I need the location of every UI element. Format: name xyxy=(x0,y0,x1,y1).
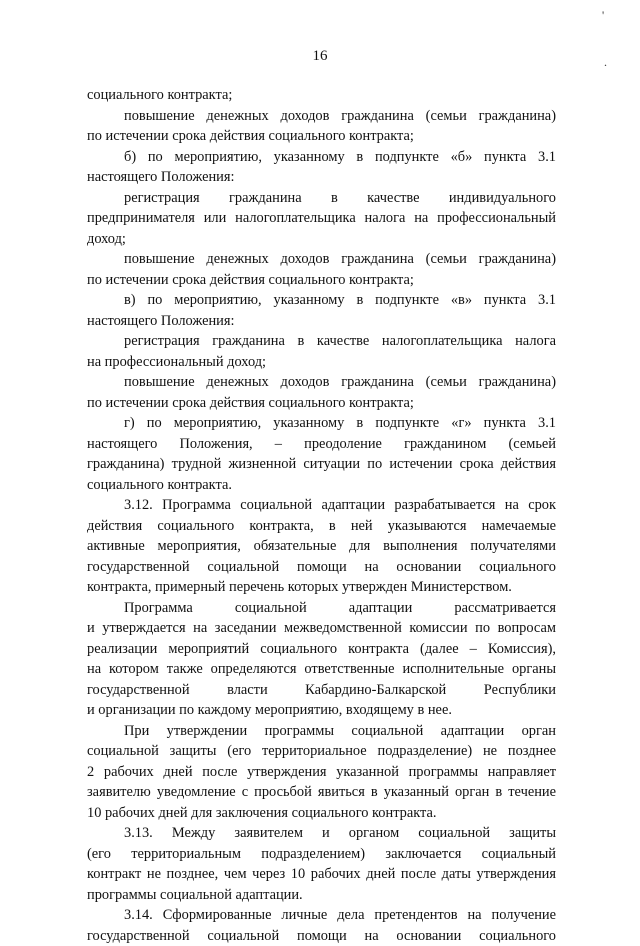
text-line: и организации по каждому мероприятию, входящему в нее. xyxy=(87,700,556,721)
text-line: гражданина) трудной жизненной ситуации по истечении срока действия xyxy=(87,454,556,475)
text-line: на котором также определяются ответственные исполнительные органы xyxy=(87,659,556,680)
text-line: 3.13. Между заявителем и органом социальной защиты xyxy=(87,823,556,844)
text-line: и утверждается на заседании межведомственной комиссии по вопросам xyxy=(87,618,556,639)
text-line: 3.12. Программа социальной адаптации разрабатывается на срок xyxy=(87,495,556,516)
document-body xyxy=(87,85,556,946)
text-line: повышение денежных доходов гражданина (семьи гражданина) xyxy=(87,372,556,393)
text-line: государственной власти Кабардино-Балкарской Республики xyxy=(87,680,556,701)
text-line: настоящего Положения, – преодоление гражданином (семьей xyxy=(87,434,556,455)
text-line: контракт не позднее, чем через 10 рабочих дней после даты утверждения xyxy=(87,864,556,885)
text-line: активные мероприятия, обязательные для выполнения получателями xyxy=(87,536,556,557)
text-line: на профессиональный доход; xyxy=(87,352,556,373)
text-line: реализации мероприятий социального контракта (далее – Комиссия), xyxy=(87,639,556,660)
text-line: г) по мероприятию, указанному в подпункте «г» пункта 3.1 xyxy=(87,413,556,434)
text-line: 2 рабочих дней после утверждения указанной программы направляет xyxy=(87,762,556,783)
text-line: повышение денежных доходов гражданина (семьи гражданина) xyxy=(87,106,556,127)
text-line: (его территориальным подразделением) заключается социальный xyxy=(87,844,556,865)
text-line: предпринимателя или налогоплательщика налога на профессиональный xyxy=(87,208,556,229)
text-line: б) по мероприятию, указанному в подпункте «б» пункта 3.1 xyxy=(87,147,556,168)
text-line: доход; xyxy=(87,229,556,250)
text-line: контракта, примерный перечень которых утвержден Министерством. xyxy=(87,577,556,598)
text-line: в) по мероприятию, указанному в подпункте «в» пункта 3.1 xyxy=(87,290,556,311)
text-line: по истечении срока действия социального контракта; xyxy=(87,393,556,414)
text-line: по истечении срока действия социального контракта; xyxy=(87,270,556,291)
text-line: государственной социальной помощи на основании социального xyxy=(87,926,556,946)
text-line: социального контракта; xyxy=(87,85,556,106)
page-number: 16 xyxy=(0,47,640,65)
text-line: социального контракта. xyxy=(87,475,556,496)
text-line: 10 рабочих дней для заключения социального контракта. xyxy=(87,803,556,824)
text-line: программы социальной адаптации. xyxy=(87,885,556,906)
scan-mark: . xyxy=(604,56,607,68)
scan-mark: ' xyxy=(602,9,604,21)
text-line: настоящего Положения: xyxy=(87,311,556,332)
text-line: Программа социальной адаптации рассматривается xyxy=(87,598,556,619)
text-line: регистрация гражданина в качестве налогоплательщика налога xyxy=(87,331,556,352)
text-line: действия социального контракта, в ней указываются намечаемые xyxy=(87,516,556,537)
text-line: настоящего Положения: xyxy=(87,167,556,188)
text-line: государственной социальной помощи на основании социального xyxy=(87,557,556,578)
text-line: При утверждении программы социальной адаптации орган xyxy=(87,721,556,742)
text-line: регистрация гражданина в качестве индивидуального xyxy=(87,188,556,209)
text-line: по истечении срока действия социального контракта; xyxy=(87,126,556,147)
text-line: заявителю уведомление с просьбой явиться в указанный орган в течение xyxy=(87,782,556,803)
text-line: 3.14. Сформированные личные дела претендентов на получение xyxy=(87,905,556,926)
text-line: повышение денежных доходов гражданина (семьи гражданина) xyxy=(87,249,556,270)
text-line: социальной защиты (его территориальное подразделение) не позднее xyxy=(87,741,556,762)
